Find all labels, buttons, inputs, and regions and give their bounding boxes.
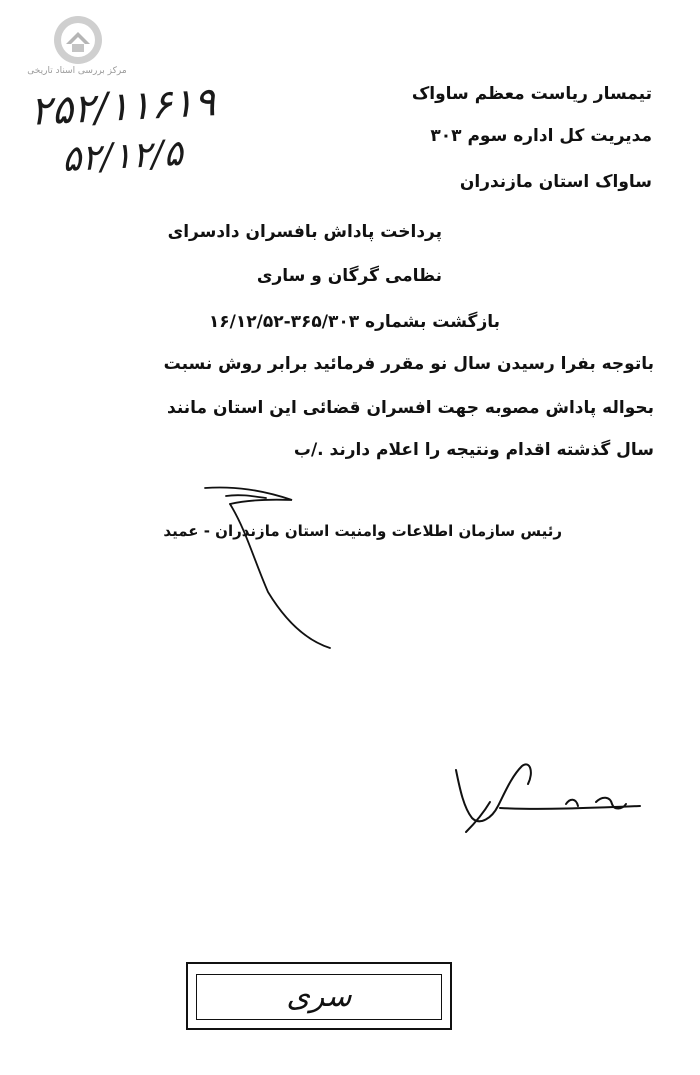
handwritten-number: ۲۵۲/۱۱۶۱۹ — [28, 79, 217, 135]
body-line-2: بحواله پاداش مصوبه جهت افسران قضائی این استان مانند — [167, 398, 654, 418]
stamp-text: سری — [286, 979, 352, 1014]
body-line-1: باتوجه بفرا رسیدن سال نو مقرر فرمائید برابر روش نسبت — [163, 354, 654, 374]
handwritten-date: ۵۲/۱۲/۵ — [61, 132, 184, 181]
reference-line: بازگشت بشماره ۳۶۵/۳۰۳-۱۶/۱۲/۵۲ — [208, 312, 500, 332]
recipient-line-3: ساواک استان مازندران — [459, 172, 652, 192]
body-line-3: سال گذشته اقدام ونتیجه را اعلام دارند ./ب — [293, 440, 654, 460]
signature-scribble — [456, 764, 640, 832]
recipient-line-2: مدیریت کل اداره سوم ۳۰۳ — [430, 126, 652, 146]
archive-caption: مرکز بررسی اسناد تاریخی — [27, 66, 127, 76]
signatory-line: رئیس سازمان اطلاعات وامنیت استان مازندران - عمید — [163, 522, 562, 540]
recipient-line-1: تیمسار ریاست معظم ساواک — [411, 84, 652, 104]
initial-scribble — [205, 488, 330, 649]
archive-logo-icon — [52, 14, 104, 66]
subject-line-2: نظامی گرگان و ساری — [256, 266, 442, 286]
subject-line-1: پرداخت پاداش بافسران دادسرای — [167, 222, 442, 242]
stamp-inner-frame — [196, 974, 442, 1020]
classification-stamp — [186, 962, 452, 1030]
